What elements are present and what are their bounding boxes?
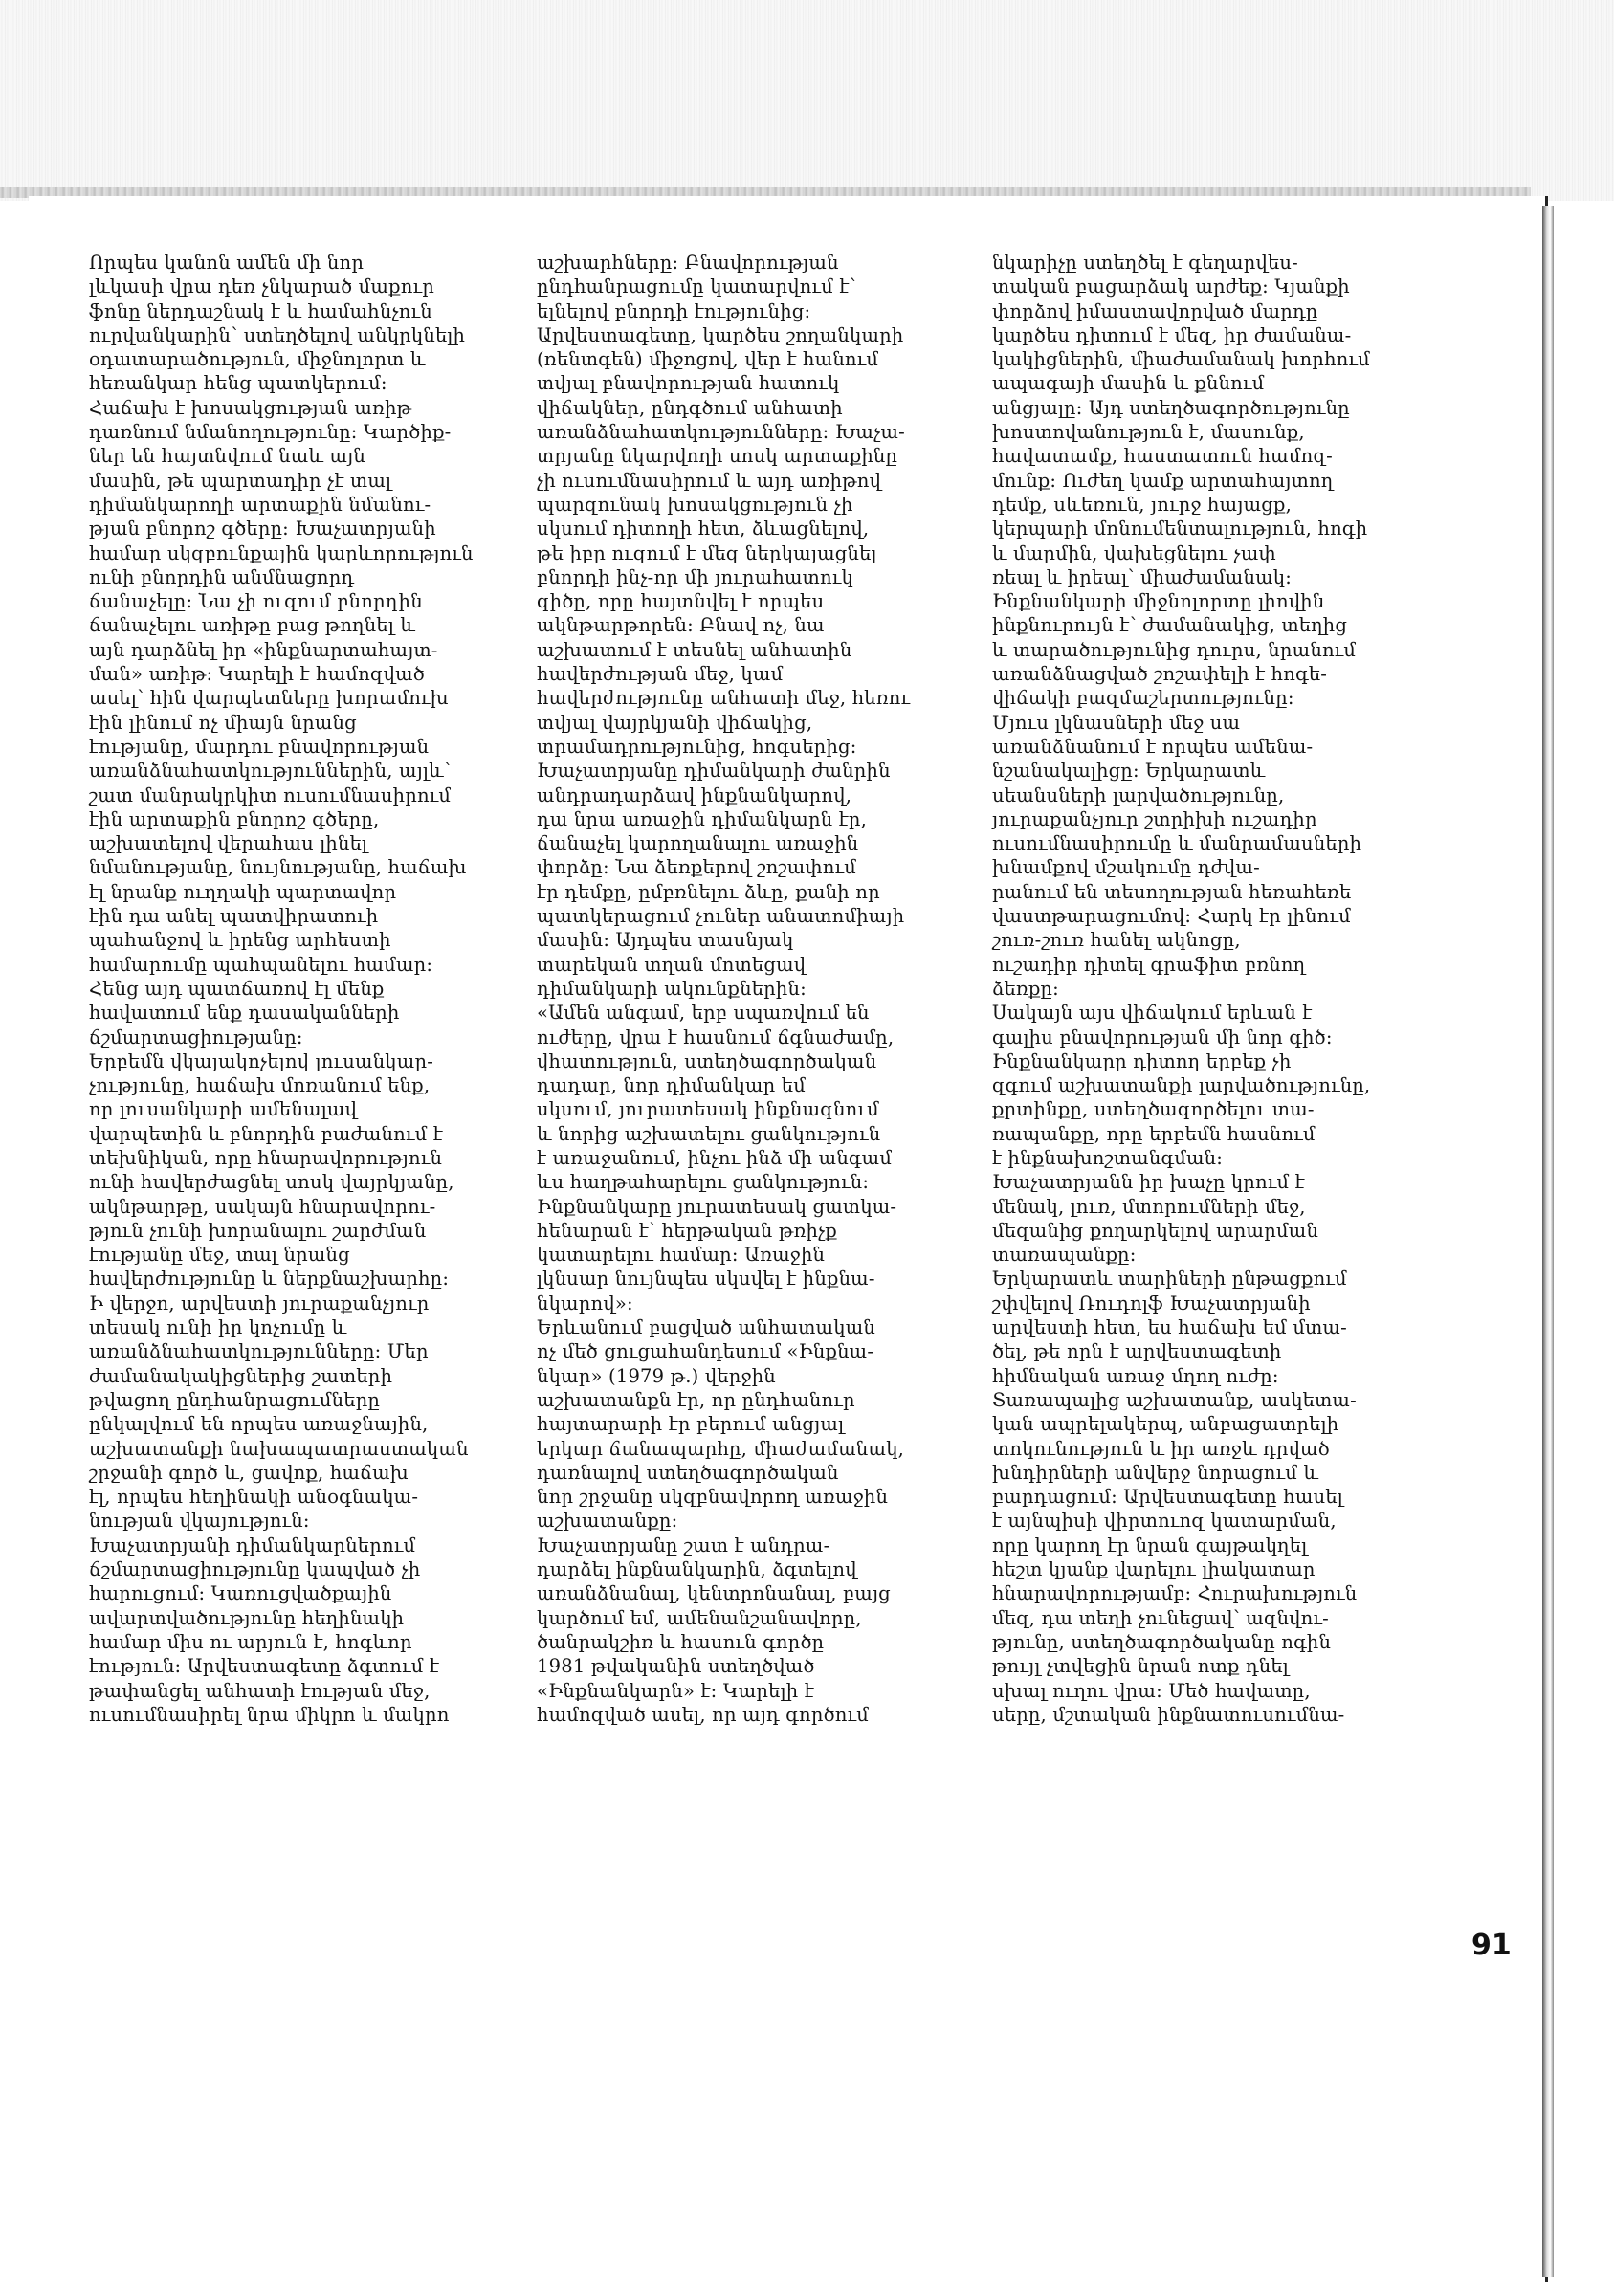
page-number: 91 bbox=[1471, 1929, 1512, 1962]
text-column-1: Որպես կանոն ամեն մի նոր լևկասի վրա դեռ չնկարած մաքուր ֆոնը ներդաշնակ է և համահնչուն ուրվանկարին՝ ստեղծելով անկրկնելի օդատարածություն, միջնոլորտ և հեռանկար հենց պատկերում: Հաճախ է խոսակցության առիթ դառնում նմանողությունը: Կարծիք- ներ են հայտնվում նաև այն մասին, թե պարտադիր չէ տալ դիմանկարողի արտաքին նմանու- թյան բնորոշ գծերը: Խաչատրյանի համար սկզբունքային կարևորություն ունի բնորդին անմնացորդ ճանաչելը: Նա չի ուզում բնորդին ճանաչելու առիթը բաց թողնել և այն դարձնել իր «ինքնարտահայտ- ման» առիթ: Կարելի է համոզված ասել՝ հին վարպետները խորամուխ էին լինում ոչ միայն նրանց էությանը, մարդու բնավորության առանձնահատկություններին, այլև՝ շատ մանրակրկիտ ուսումնասիրում էին արտաքին բնորոշ գծերը, աշխատելով վերահաս լինել նմանությանը, նույնությանը, հաճախ էլ նրանք ուղղակի պարտավոր էին դա անել պատվիրատուի պահանջով և իրենց արհեստի համարումը պահպանելու համար: Հենց այդ պատճառով էլ մենք հավատում ենք դասականների ճշմարտացիությանը: Երբեմն վկայակոչելով լուսանկար- չությունը, հաճախ մոռանում ենք, որ լուսանկարի ամենալավ վարպետին և բնորդին բաժանում է տեխնիկան, որը հնարավորություն ունի հավերժացնել սոսկ վայրկյանը, ակնթարթը, սակայն հնարավորու- թյուն չունի խորանալու շարժման էությանը մեջ, տալ նրանց հավերժությունը և ներքնաշխարհը: Ի վերջո, արվեստի յուրաքանչյուր տեսակ ունի իր կոչումը և առանձնահատկությունները: Մեր ժամանակակիցներից շատերի թվացող ընդհանրացումները ընկալվում են որպես առաջնային, աշխատանքի նախապատրաստական շրջանի գործ և, ցավոք, հաճախ էլ, որպես հեղինակի անօգնակա- նության վկայություն: Խաչատրյանի դիմանկարներում ճշմարտացիությունը կապված չի հարուցում: Կառուցվածքային ավարտվածությունը հեղինակի համար միս ու արյուն է, հոգևոր էություն: Արվեստագետը ձգտում է թափանցել անհատի էության մեջ, ուսումնասիրել նրա միկրո և մակրո bbox=[89, 252, 474, 1726]
text-column-3: նկարիչը ստեղծել է գեղարվես- տական բացարձակ արժեք: Կյանքի փորձով իմաստավորված մարդը կարծես դիտում է մեզ, իր ժամանա- կակիցներին, միաժամանակ խորհում ապագայի մասին և քննում անցյալը: Այդ ստեղծագործությունը խոստովանություն է, մասունք, հավատամք, հաստատուն համոզ- մունք: Ուժեղ կամք արտահայտող դեմք, սևեռուն, յուրջ հայացք, կերպարի մոնումենտալություն, հոգի և մարմին, վախեցնելու չափ ռեալ և իրեալ՝ միաժամանակ: Ինքնանկարի միջնոլորտը լիովին ինքնուրույն է՝ ժամանակից, տեղից և տարածությունից դուրս, նրանում առանձնացված շոշափելի է հոգե- վիճակի բազմաշերտությունը: Մյուս լկնասների մեջ սա առանձնանում է որպես ամենա- նշանակալիցը: Երկարատև սեանսների լարվածությունը, յուրաքանչյուր շտրիխի ուշադիր ուսումնասիրումը և մանրամասների խնամքով մշակումը դժվա- րանում են տեսողության հեռահեռե վաստթարացումով: Հարկ էր լինում շուռ-շուռ հանել ակնոցը, ուշադիր դիտել գրաֆիտ բռնող ձեռքը: Սակայն այս վիճակում երևան է գալիս բնավորության մի նոր գիծ: Ինքնանկարը դիտող երբեք չի զգում աշխատանքի լարվածությունը, քրտինքը, ստեղծագործելու տա- ռապանքը, որը երբեմն հասնում է ինքնախոշտանգման: Խաչատրյանն իր խաչը կրում է մենակ, լուռ, մտորումների մեջ, մեզանից քողարկելով արարման տառապանքը: Երկարատև տարիների ընթացքում շփվելով Ռուդոլֆ Խաչատրյանի արվեստի հետ, ես հաճախ եմ մտա- ծել, թե որն է արվեստագետի հիմնական առաջ մղող ուժը: Տառապալից աշխատանք, ասկետա- կան ապրելակերպ, անբացատրելի տոկունություն և իր առջև դրված խնդիրների անվերջ նորացում և բարդացում: Արվեստագետը հասել է այնպիսի վիրտուոզ կատարման, որը կարող էր նրան գայթակղել հեշտ կյանք վարելու լիակատար հնարավորությամբ: Հուրախություն մեզ, դա տեղի չունեցավ՝ ազնվու- թյունը, ստեղծագործականը ոգին թույլ չտվեցին նրան ոտք դնել սխալ ուղու վրա: Մեծ հավատը, սերը, մշտական ինքնատուսումնա- bbox=[992, 252, 1371, 1726]
page-spine-edge bbox=[1542, 206, 1554, 2277]
text-column-2: աշխարհները: Բնավորության ընդհանրացումը կատարվում է՝ ելնելով բնորդի էությունից: Արվեստագետը, կարծես շողանկարի (ռենտգեն) միջոցով, վեր է հանում տվյալ բնավորության հատուկ վիճակներ, ընդգծում անհատի առանձնահատկությունները: Խաչա- տրյանը նկարվողի սոսկ արտաքինը չի ուսումնասիրում և այդ առիթով պարզունակ խոսակցություն չի սկսում դիտողի հետ, ձևացնելով, թե իբր ուզում է մեզ ներկայացնել բնորդի ինչ-որ մի յուրահատուկ գիծը, որը հայտնվել է որպես ակնթարթորեն: Բնավ ոչ, նա աշխատում է տեսնել անհատին հավերժության մեջ, կամ հավերժությունը անհատի մեջ, հեռու տվյալ վայրկյանի վիճակից, տրամադրությունից, հոգսերից: Խաչատրյանը դիմանկարի ժանրին անդրադարձավ ինքնանկարով, դա նրա առաջին դիմանկարն էր, ճանաչել կարողանալու առաջին փորձը: Նա ձեռքերով շոշափում էր դեմքը, ըմբռնելու ձևը, քանի որ պատկերացում չուներ անատոմիայի մասին: Այդպես տասնյակ տարեկան տղան մոտեցավ դիմանկարի ակունքներին: «Ամեն անգամ, երբ սպառվում են ուժերը, վրա է հասնում ճգնաժամը, վհատություն, ստեղծագործական դադար, նոր դիմանկար եմ սկսում, յուրատեսակ ինքնագնում և նորից աշխատելու ցանկություն է առաջանում, ինչու ինձ մի անգամ ևս հաղթահարելու ցանկություն: Ինքնանկարը յուրատեսակ ցատկա- հենարան է՝ հերթական թռիչք կատարելու համար: Առաջին լկնսար նույնպես սկսվել է ինքնա- նկարով»: Երևանում բացված անհատական ոչ մեծ ցուցահանդեսում «Ինքնա- նկար» (1979 թ.) վերջին աշխատանքն էր, որ ընդհանուր հայտարարի էր բերում անցյալ երկար ճանապարհը, միաժամանակ, դառնալով ստեղծագործական նոր շրջանը սկզբնավորող առաջին աշխատանքը: Խաչատրյանը շատ է անդրա- դարձել ինքնանկարին, ձգտելով առանձնանալ, կենտրոնանալ, բայց կարծում եմ, ամենանշանավորը, ծանրակշիռ և հասուն գործը 1981 թվականին ստեղծված «Ինքնանկարն» է: Կարելի է համոզված ասել, որ այդ գործում bbox=[537, 252, 911, 1726]
scan-top-band bbox=[0, 0, 1614, 201]
